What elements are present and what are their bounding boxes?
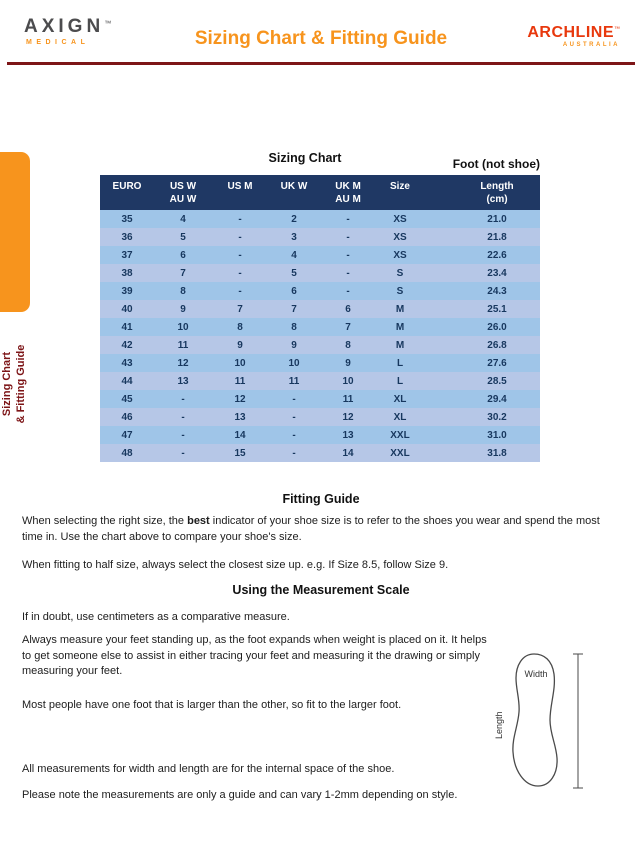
size-cell: 23.4 [454,264,540,282]
size-cell: - [154,426,212,444]
size-cell: 5 [268,264,320,282]
size-cell: 37 [100,246,154,264]
size-cell: - [212,246,268,264]
col-header-us-w: US W AU W [154,175,212,210]
size-cell: XXL [376,444,424,462]
size-cell: 13 [212,408,268,426]
size-cell: 6 [268,282,320,300]
size-cell: 44 [100,372,154,390]
size-cell: XXL [376,426,424,444]
size-cell: 10 [212,354,268,372]
sizing-table [100,175,540,462]
size-cell: 12 [212,390,268,408]
spacer-cell [424,354,454,372]
size-cell: - [212,228,268,246]
axign-logo-text: AXIGN [24,16,105,37]
size-cell: - [212,210,268,228]
size-row-eu-37 [100,246,540,264]
fitting-guide-paragraph-2: When fitting to half size, always select the closest size up. e.g. If Size 8.5, follow Size 9. [22,559,449,571]
size-cell: 40 [100,300,154,318]
archline-trademark: ™ [614,26,620,33]
col-header-spacer [424,175,454,210]
axign-logo-subtext: MEDICAL [26,39,90,46]
size-row-eu-41 [100,318,540,336]
size-cell: 14 [212,426,268,444]
fg-p1-bold: best [187,515,210,527]
size-cell: 30.2 [454,408,540,426]
size-cell: 31.0 [454,426,540,444]
spacer-cell [424,318,454,336]
fitting-guide-paragraph-1 [22,514,622,545]
size-cell: 6 [154,246,212,264]
size-row-eu-44 [100,372,540,390]
measurement-paragraph-2: Always measure your feet standing up, as the foot expands when weight is placed on it. It helps to get someone else to assist in either tracing your feet and measuring it the drawing or simply measuring your feet. [22,634,487,678]
size-cell: - [268,390,320,408]
measurement-paragraph-5: Please note the measurements are only a guide and can vary 1-2mm depending on style. [22,789,458,801]
archline-logo-text: ARCHLINE [527,24,614,41]
col-header-uk-w: UK W [268,175,320,210]
size-cell: 7 [268,300,320,318]
size-cell: 11 [154,336,212,354]
side-tab [0,152,30,424]
size-cell: - [154,390,212,408]
size-cell: 9 [268,336,320,354]
size-cell: 48 [100,444,154,462]
size-cell: S [376,282,424,300]
size-cell: 13 [154,372,212,390]
size-cell: - [268,408,320,426]
size-cell: M [376,336,424,354]
side-tab-line2: & Fitting Guide [15,344,27,424]
measurement-paragraph-4: All measurements for width and length are for the internal space of the shoe. [22,763,395,775]
page-title: Sizing Chart & Fitting Guide [194,28,448,49]
size-cell: 14 [320,444,376,462]
size-row-eu-43 [100,354,540,372]
size-cell: 11 [320,390,376,408]
size-cell: 29.4 [454,390,540,408]
size-cell: 47 [100,426,154,444]
size-cell: 7 [212,300,268,318]
size-row-eu-39 [100,282,540,300]
size-cell: XS [376,246,424,264]
size-cell: 42 [100,336,154,354]
size-cell: 39 [100,282,154,300]
spacer-cell [424,408,454,426]
size-cell: 8 [320,336,376,354]
col-header-length: Length (cm) [454,175,540,210]
size-cell: - [154,444,212,462]
size-cell: M [376,300,424,318]
size-cell: M [376,318,424,336]
size-cell: 38 [100,264,154,282]
width-label: Width [524,669,548,679]
fg-p1-post: indicator of your shoe size is to refer to the shoes you wear and spend the most time in. Use the chart above to compare your shoe's size. [22,515,600,543]
size-cell: XL [376,390,424,408]
col-header-euro: EURO [100,175,154,210]
size-cell: 26.8 [454,336,540,354]
sizing-table-body [100,210,540,462]
size-cell: 2 [268,210,320,228]
measurement-paragraph-1: If in doubt, use centimeters as a comparative measure. [22,611,290,623]
size-cell: - [320,264,376,282]
size-cell: 45 [100,390,154,408]
archline-logo-subtext: AUSTRALIA [562,42,620,48]
sizing-chart-heading: Sizing Chart [268,151,342,165]
size-cell: XS [376,228,424,246]
spacer-cell [424,228,454,246]
col-header-uk-m: UK M AU M [320,175,376,210]
size-cell: 7 [154,264,212,282]
size-row-eu-40 [100,300,540,318]
size-cell: - [320,282,376,300]
foot-not-shoe-label: Foot (not shoe) [452,157,540,171]
spacer-cell [424,210,454,228]
size-cell: 8 [268,318,320,336]
size-row-eu-45 [100,390,540,408]
size-cell: 24.3 [454,282,540,300]
side-tab-line1: Sizing Chart [1,351,13,417]
size-cell: 9 [212,336,268,354]
sizing-table-header-row [100,175,540,210]
size-cell: 28.5 [454,372,540,390]
spacer-cell [424,300,454,318]
size-cell: 12 [320,408,376,426]
header-divider [7,62,635,65]
size-cell: 11 [212,372,268,390]
size-cell: 36 [100,228,154,246]
size-row-eu-42 [100,336,540,354]
spacer-cell [424,246,454,264]
size-cell: 22.6 [454,246,540,264]
size-cell: 5 [154,228,212,246]
fitting-guide-heading: Fitting Guide [282,492,360,506]
size-row-eu-48 [100,444,540,462]
size-cell: 3 [268,228,320,246]
size-cell: 8 [212,318,268,336]
axign-trademark: ™ [104,20,112,28]
size-cell: 25.1 [454,300,540,318]
size-cell: - [212,264,268,282]
size-cell: 9 [320,354,376,372]
spacer-cell [424,426,454,444]
size-cell: 15 [212,444,268,462]
size-cell: 46 [100,408,154,426]
size-cell: 11 [268,372,320,390]
spacer-cell [424,444,454,462]
size-row-eu-35 [100,210,540,228]
size-cell: 13 [320,426,376,444]
size-row-eu-46 [100,408,540,426]
spacer-cell [424,372,454,390]
col-header-size: Size [376,175,424,210]
size-cell: 12 [154,354,212,372]
size-cell: S [376,264,424,282]
size-cell: 10 [320,372,376,390]
size-cell: XS [376,210,424,228]
size-cell: 26.0 [454,318,540,336]
size-cell: - [268,444,320,462]
size-row-eu-36 [100,228,540,246]
measurement-scale-heading: Using the Measurement Scale [232,583,410,597]
spacer-cell [424,390,454,408]
spacer-cell [424,264,454,282]
size-cell: 8 [154,282,212,300]
fg-p1-pre: When selecting the right size, the [22,515,188,527]
size-cell: 10 [268,354,320,372]
size-cell: - [212,282,268,300]
size-cell: 43 [100,354,154,372]
size-cell: 21.0 [454,210,540,228]
size-row-eu-47 [100,426,540,444]
size-cell: 27.6 [454,354,540,372]
size-cell: 4 [268,246,320,264]
size-cell: - [154,408,212,426]
size-cell: L [376,354,424,372]
col-header-us-m: US M [212,175,268,210]
size-cell: L [376,372,424,390]
size-cell: 41 [100,318,154,336]
size-cell: - [268,426,320,444]
size-cell: 6 [320,300,376,318]
length-label: Length [494,711,504,739]
size-cell: - [320,228,376,246]
measurement-paragraph-3: Most people have one foot that is larger than the other, so fit to the larger foot. [22,699,402,711]
size-cell: 4 [154,210,212,228]
size-cell: 7 [320,318,376,336]
side-tab-label [0,304,30,464]
archline-logo [527,24,620,48]
size-cell: 35 [100,210,154,228]
size-cell: - [320,210,376,228]
spacer-cell [424,336,454,354]
size-cell: XL [376,408,424,426]
axign-logo [24,16,111,46]
size-cell: 9 [154,300,212,318]
size-cell: 21.8 [454,228,540,246]
spacer-cell [424,282,454,300]
size-cell: - [320,246,376,264]
size-cell: 10 [154,318,212,336]
size-cell: 31.8 [454,444,540,462]
size-row-eu-38 [100,264,540,282]
